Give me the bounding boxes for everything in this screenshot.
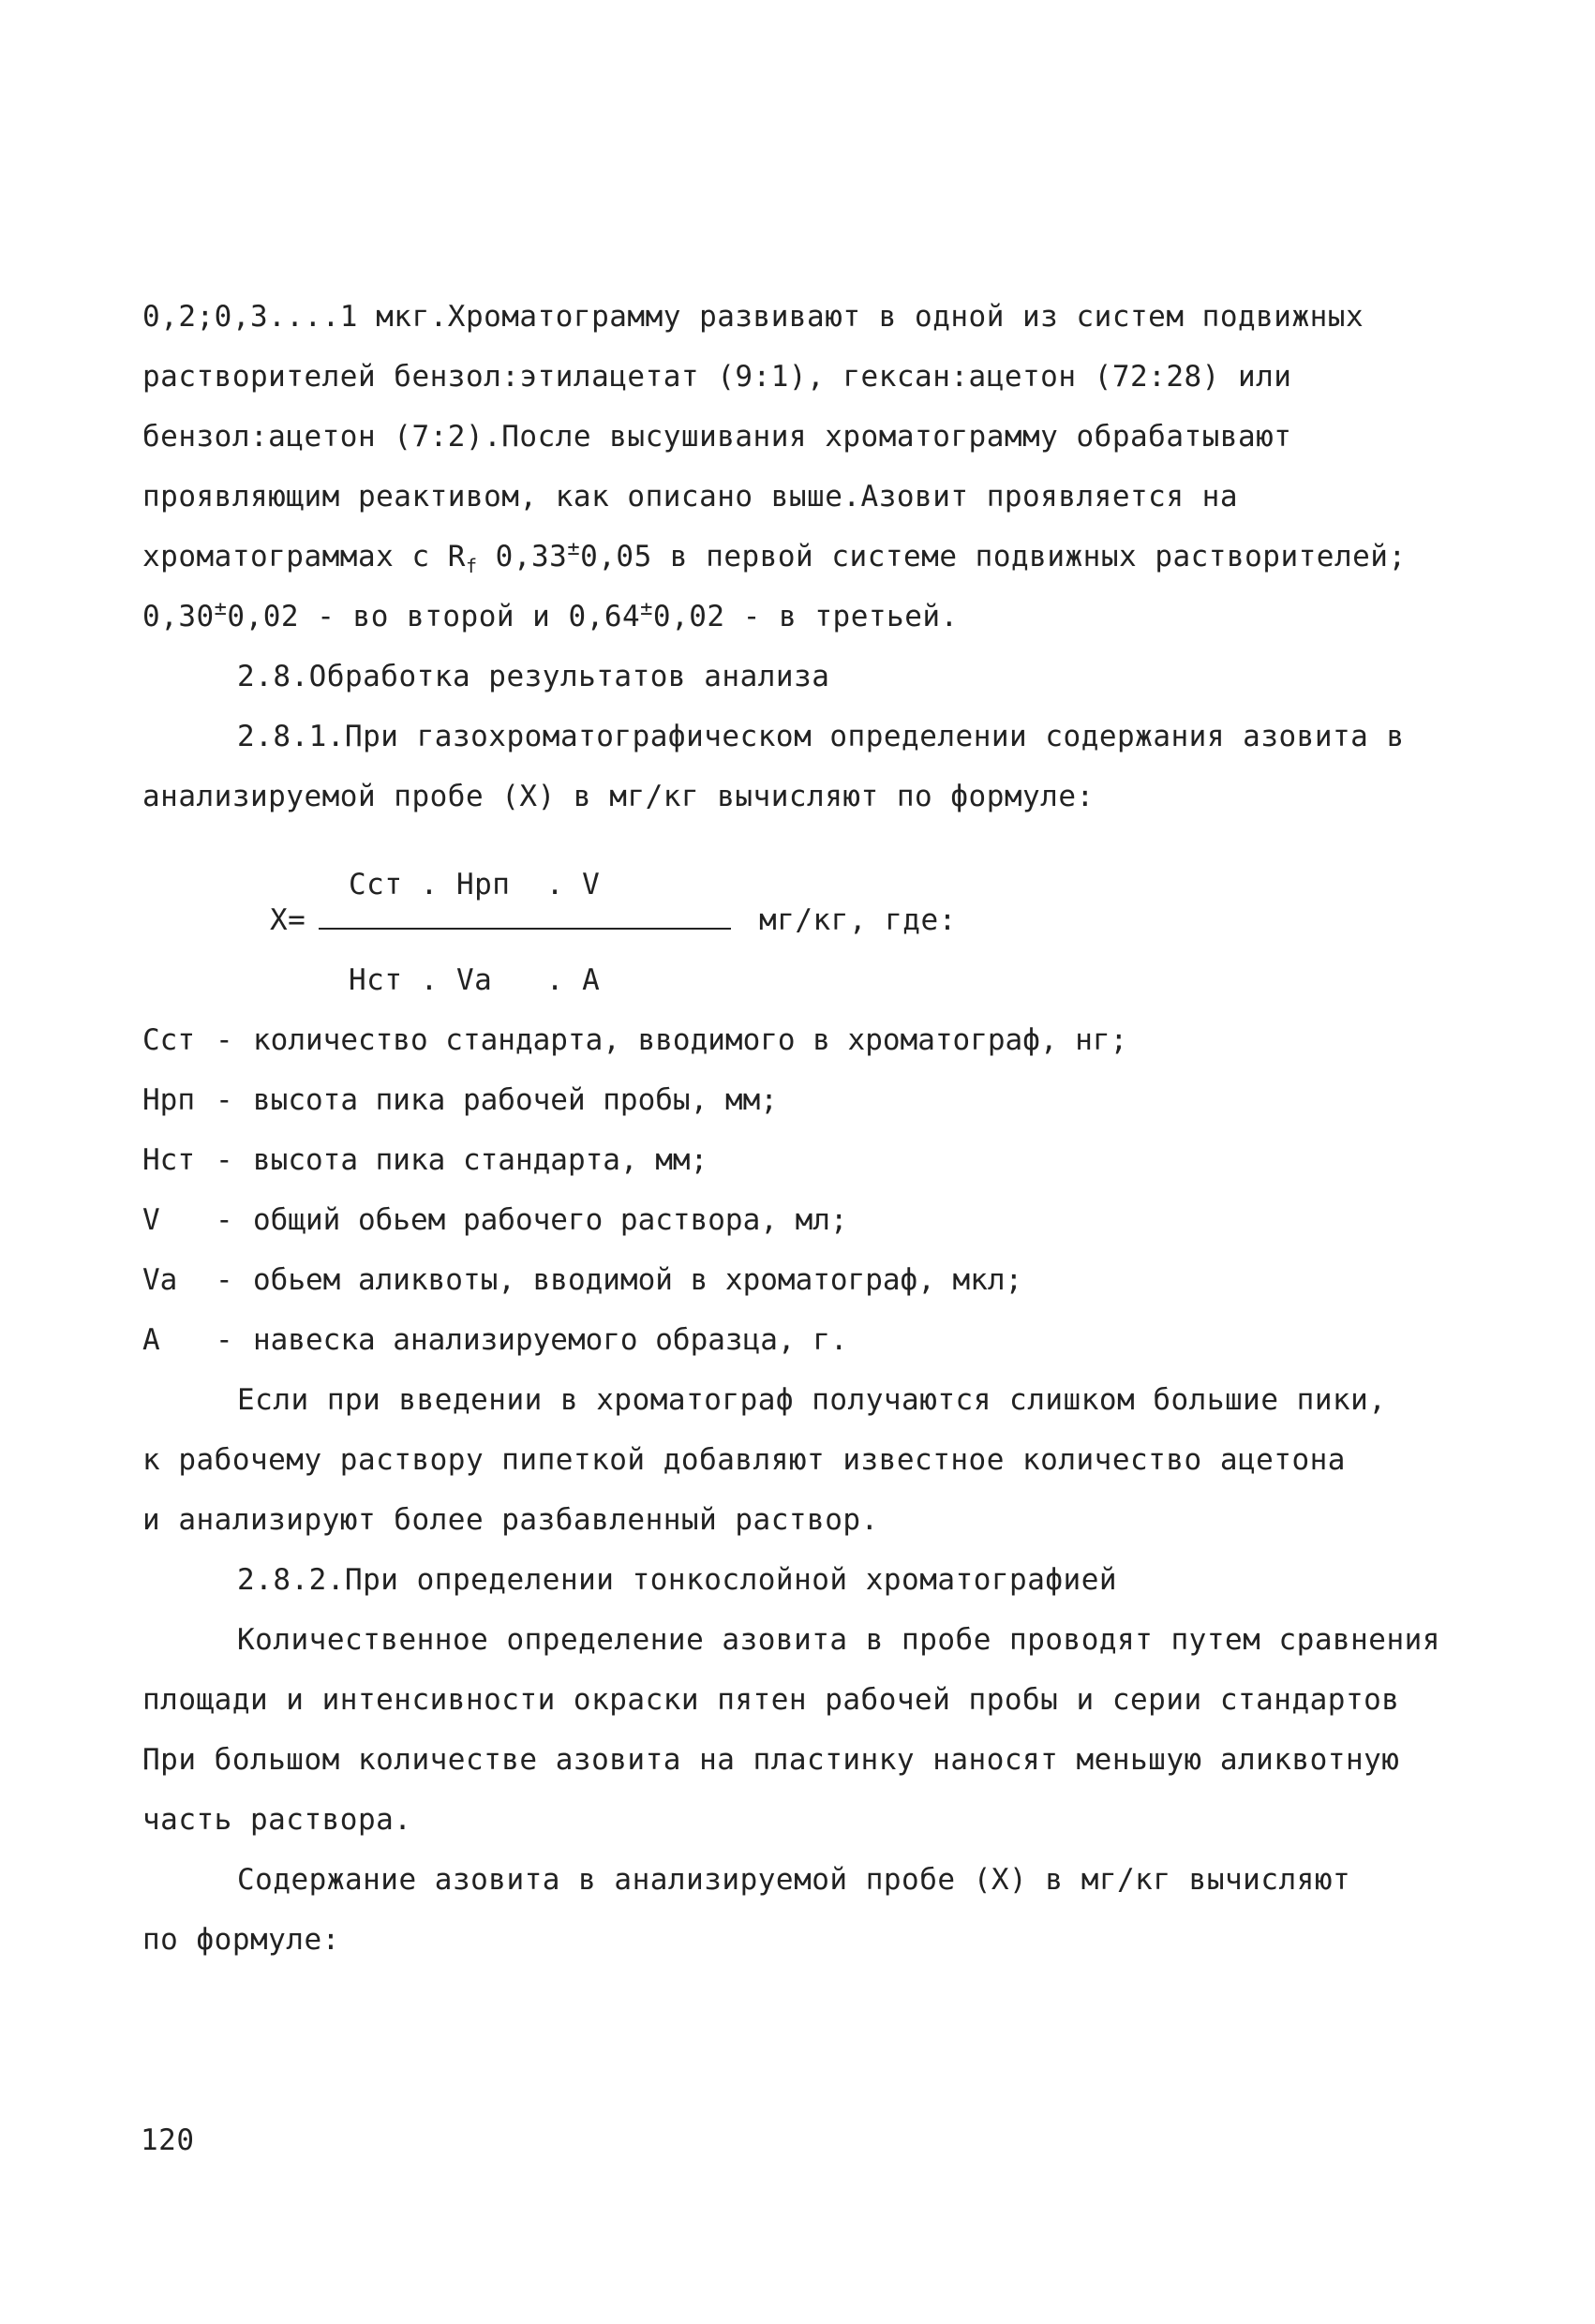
definition-dash: - — [216, 1203, 233, 1237]
text-fragment: хроматограммах с R — [142, 540, 466, 574]
plus-minus-sign: ± — [214, 597, 228, 620]
formula-lhs: X= — [270, 903, 306, 937]
formula-denominator: Нст . Va . А — [349, 963, 601, 997]
text-fragment: 0,33 — [477, 540, 568, 574]
text-line: площади и интенсивности окраски пятен рабочей пробы и серии стандартов — [142, 1683, 1400, 1717]
definition-term: Нст — [142, 1143, 195, 1177]
page-number: 120 — [141, 2123, 195, 2157]
definition-text: высота пика рабочей пробы, мм; — [253, 1083, 778, 1117]
text-line: растворителей бензол:этилацетат (9:1), гексан:ацетон (72:28) или — [142, 360, 1292, 394]
text-line: При большом количестве азовита на пластинку наносят меньшую аликвотную — [142, 1743, 1400, 1777]
definition-dash: - — [216, 1083, 233, 1117]
definition-dash: - — [216, 1143, 233, 1177]
definition-text: общий обьем рабочего раствора, мл; — [253, 1203, 848, 1237]
text-line: и анализируют более разбавленный раствор. — [142, 1503, 879, 1537]
definition-dash: - — [216, 1023, 233, 1057]
text-fragment: 0,05 в первой системе подвижных растворителей; — [580, 540, 1407, 574]
subscript: f — [465, 555, 478, 578]
section-heading: 2.8.2.При определении тонкослойной хроматографией — [237, 1563, 1118, 1597]
definition-text: количество стандарта, вводимого в хроматограф, нг; — [253, 1023, 1128, 1057]
definition-term: Va — [142, 1263, 178, 1297]
formula-units: мг/кг, где: — [759, 903, 957, 937]
definition-dash: - — [216, 1323, 233, 1357]
text-line: проявляющим реактивом, как описано выше.Азовит проявляется на — [142, 480, 1238, 514]
definition-text: навеска анализируемого образца, г. — [253, 1323, 848, 1357]
plus-minus-sign: ± — [567, 537, 581, 560]
text-line: Содержание азовита в анализируемой пробе (X) в мг/кг вычисляют — [237, 1863, 1351, 1897]
text-line: Если при введении в хроматограф получаются слишком большие пики, — [237, 1383, 1387, 1417]
section-heading: 2.8.Обработка результатов анализа — [237, 660, 830, 693]
definition-dash: - — [216, 1263, 233, 1297]
text-fragment: 0,30 — [142, 600, 215, 633]
text-fragment: 0,02 - во второй и 0,64 — [227, 600, 641, 633]
text-line: 2.8.1.При газохроматографическом определении содержания азовита в — [237, 720, 1405, 753]
text-fragment: 0,02 - в третьей. — [652, 600, 959, 633]
text-line — [142, 598, 959, 639]
text-line: к рабочему раствору пипеткой добавляют известное количество ацетона — [142, 1443, 1346, 1477]
text-line — [142, 538, 1407, 579]
definition-term: Сст — [142, 1023, 195, 1057]
definition-term: Нрп — [142, 1083, 195, 1117]
plus-minus-sign: ± — [640, 597, 653, 620]
text-line: анализируемой пробе (X) в мг/кг вычисляют по формуле: — [142, 780, 1095, 813]
text-line: Количественное определение азовита в пробе проводят путем сравнения — [237, 1623, 1440, 1657]
definition-text: высота пика стандарта, мм; — [253, 1143, 708, 1177]
definition-term: А — [142, 1323, 160, 1357]
text-line: часть раствора. — [142, 1803, 412, 1837]
formula-numerator: Сст . Нрп . V — [349, 868, 601, 901]
definition-text: обьем аликвоты, вводимой в хроматограф, мкл; — [253, 1263, 1023, 1297]
text-line: по формуле: — [142, 1923, 340, 1957]
definition-term: V — [142, 1203, 160, 1237]
text-line: 0,2;0,3....1 мкг.Хроматограмму развивают в одной из систем подвижных — [142, 300, 1364, 334]
text-line: бензол:ацетон (7:2).После высушивания хроматограмму обрабатывают — [142, 420, 1292, 454]
fraction-bar — [319, 928, 731, 930]
